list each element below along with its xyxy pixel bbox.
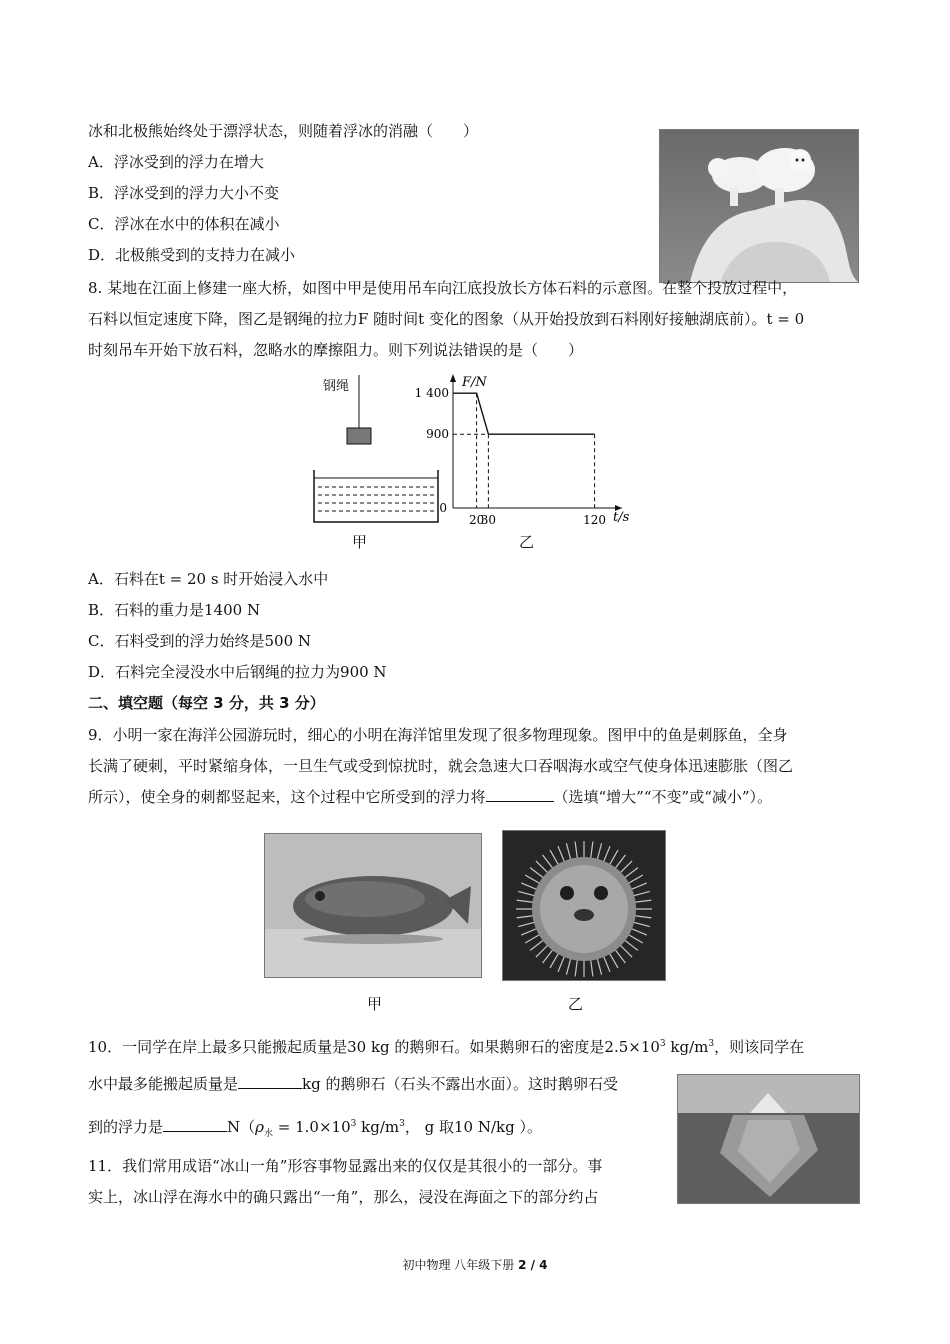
q9-stem-line2: 长满了硬刺，平时紧缩身体，一旦生气或受到惊扰时，就会急速大口吞咽海水或空气使身体迅速膨胀（图乙 [88, 757, 794, 775]
q8-option-d: D．石料完全浸没水中后钢绳的拉力为900 N [88, 663, 387, 681]
x-tick-label: 120 [583, 513, 607, 527]
q8-option-c: C．石料受到的浮力始终是500 N [88, 632, 312, 650]
q10-l3-val: = 1.0×10 [273, 1118, 351, 1136]
page-number: 2 / 4 [518, 1258, 548, 1272]
q9-caption-yi: 乙 [568, 995, 584, 1013]
q10-l2-post: kg 的鹅卵石（石头不露出水面）。这时鹅卵石受 [302, 1075, 618, 1093]
force-line [453, 393, 595, 434]
q10-l2-pre: 水中最多能搬起质量是 [88, 1075, 239, 1093]
section-2-title: 二、填空题（每空 3 分，共 3 分） [88, 694, 325, 712]
q10-l3-exp: 3 [350, 1119, 357, 1129]
q10-rho-sub: 水 [263, 1129, 273, 1139]
y-tick-label: 1 400 [414, 386, 449, 401]
q10-l3-pre: 到的浮力是 [88, 1118, 164, 1136]
q8-figure-yi-chart [410, 368, 640, 528]
footer-text: 初中物理 八年级下册 [402, 1258, 519, 1272]
y-tick-label: 900 [426, 427, 449, 442]
q9-stem-line1: 9．小明一家在海洋公园游玩时，细心的小明在海洋馆里发现了很多物理现象。图甲中的鱼是刺豚鱼，全身 [88, 726, 788, 744]
q9-caption-jia: 甲 [367, 995, 383, 1013]
x-tick-label: 20 [468, 513, 485, 527]
q10-stem-line3 [88, 1114, 542, 1144]
q10-l1-end: ，则该同学在 [714, 1038, 805, 1056]
y-axis-label: F/N [462, 375, 487, 390]
q10-l1-post: kg/m [665, 1038, 709, 1056]
q8-option-b: B．石料的重力是1400 N [88, 601, 261, 619]
q10-l1-exp: 3 [659, 1039, 666, 1049]
q8-stem-line2: 石料以恒定速度下降，图乙是钢绳的拉力F 随时间t 变化的图象（从开始投放到石料刚好接触湖底前）。t = 0 [88, 310, 805, 328]
q9-line3-post: （选填“增大”“不变”或“减小”）。 [553, 788, 773, 806]
q10-stem-line2 [88, 1074, 618, 1094]
q8-stem-line3: 时刻吊车开始下放石料，忽略水的摩擦阻力。则下列说法错误的是（ ） [88, 341, 584, 359]
q7-stem-tail: 冰和北极熊始终处于漂浮状态，则随着浮冰的消融（ ） [88, 122, 479, 140]
q10-stem-line1 [88, 1034, 804, 1057]
q7-option-a: A．浮冰受到的浮力在增大 [88, 153, 264, 171]
q7-option-c: C．浮冰在水中的体积在减小 [88, 215, 280, 233]
q10-l1-exp2: 3 [708, 1039, 715, 1049]
x-tick-label: 30 [480, 513, 497, 527]
q10-rho: ρ [255, 1118, 264, 1136]
q10-l3-unit: kg/m [356, 1118, 400, 1136]
rope-label: 钢绳 [323, 379, 350, 394]
q7-option-b: B．浮冰受到的浮力大小不变 [88, 184, 280, 202]
pufferfish-deflated-photo [264, 833, 482, 978]
fig-yi-caption: 乙 [519, 533, 535, 551]
y-axis-arrow [450, 374, 456, 382]
x-tick-label: 0 [439, 501, 447, 515]
q9-answer-blank[interactable] [486, 787, 554, 802]
q10-l3-mid: N（ [227, 1118, 256, 1136]
q9-line3-pre: 所示），使全身的刺都竖起来，这个过程中它所受到的浮力将 [88, 788, 486, 806]
x-axis-label: t/s [613, 510, 630, 525]
q10-l1-pre: 10．一同学在岸上最多只能搬起质量是30 kg 的鹅卵石。如果鹅卵石的密度是2.5×10 [88, 1038, 660, 1056]
iceberg-photo [677, 1074, 860, 1204]
q8-option-a: A．石料在t = 20 s 时开始浸入水中 [88, 570, 329, 588]
q9-stem-line3 [88, 787, 772, 807]
q11-stem-line1: 11．我们常用成语“冰山一角”形容事物显露出来的仅仅是其很小的一部分。事 [88, 1157, 603, 1175]
ft-chart-svg [410, 368, 640, 528]
q7-option-d: D．北极熊受到的支持力在减小 [88, 246, 296, 264]
q10-l3-end: ， g 取10 N/kg ）。 [404, 1118, 542, 1136]
q11-stem-line2: 实上，冰山浮在海水中的确只露出“一角”，那么，浸没在海面之下的部分约占 [88, 1188, 599, 1206]
pufferfish-inflated-photo [502, 830, 666, 981]
q10-l3-exp2: 3 [399, 1119, 405, 1129]
page-footer [0, 1256, 950, 1273]
q10-blank-mass[interactable] [238, 1074, 302, 1089]
q8-stem-line1: 8. 某地在江面上修建一座大桥，如图中甲是使用吊车向江底投放长方体石料的示意图。在整个投放过程中， [88, 279, 798, 297]
q10-blank-buoyancy[interactable] [163, 1117, 227, 1132]
fig-jia-caption: 甲 [352, 533, 368, 551]
polar-bear-photo [659, 129, 859, 283]
